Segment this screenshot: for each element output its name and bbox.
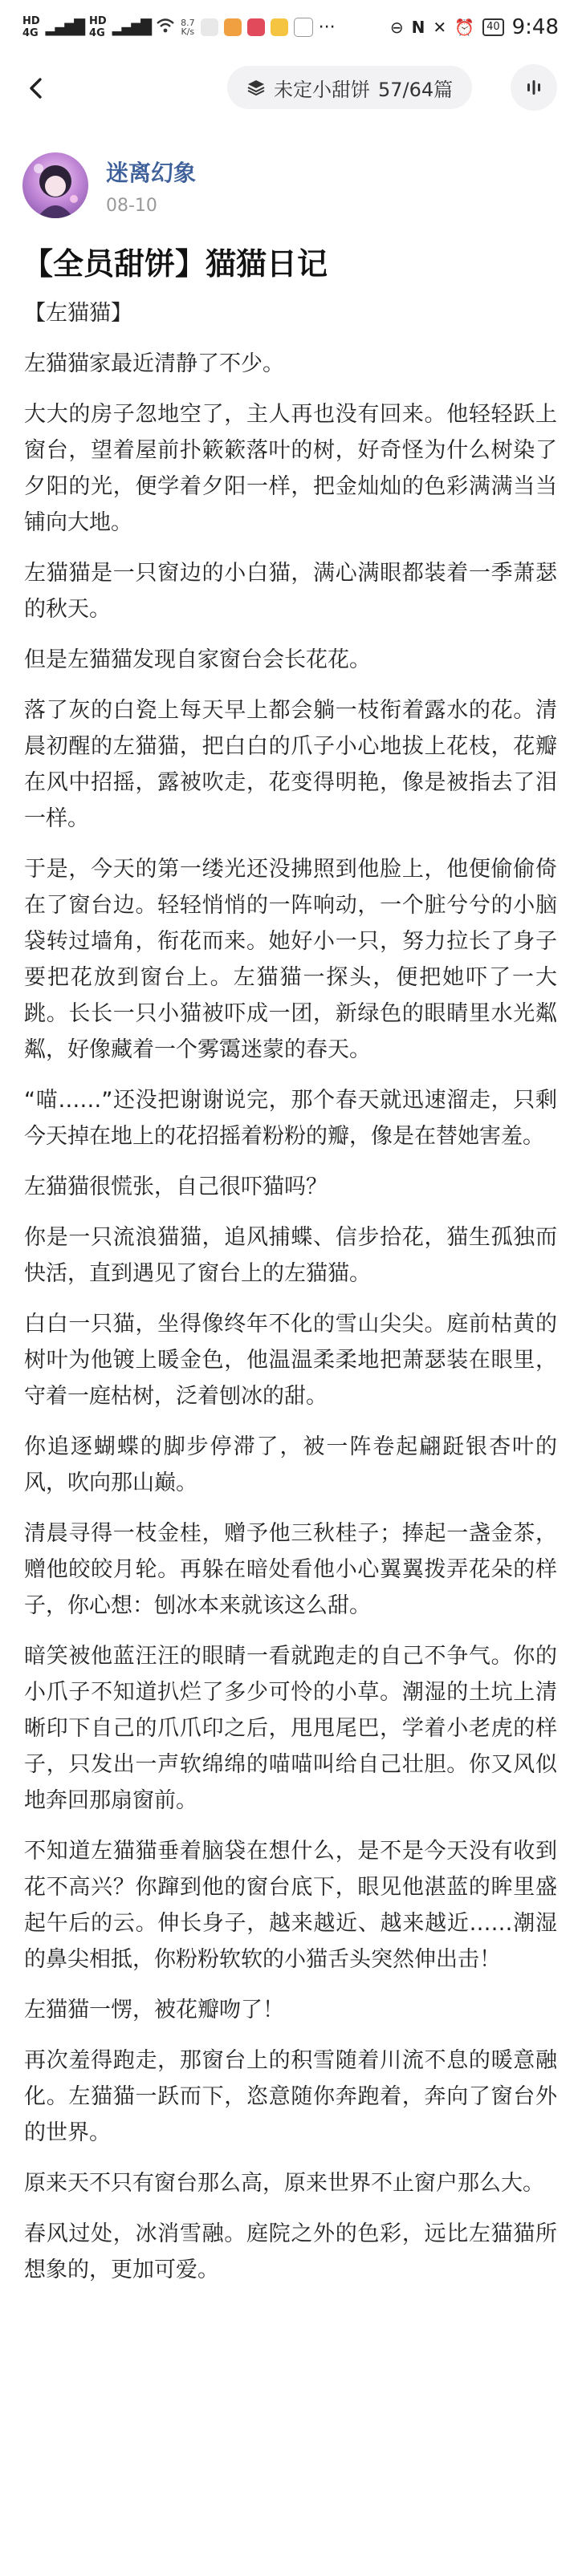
back-button[interactable] xyxy=(16,68,56,108)
article-paragraph: 你追逐蝴蝶的脚步停滞了，被一阵卷起翩跹银杏叶的风，吹向那山巅。 xyxy=(24,1434,557,1495)
more-dots-icon: ··· xyxy=(318,17,336,38)
avatar-illustration xyxy=(22,152,88,218)
chevron-left-icon xyxy=(25,77,47,99)
vertical-bars-icon xyxy=(524,78,543,97)
post-title: 【全员甜饼】猫猫日记 xyxy=(22,246,328,282)
article-paragraph: 但是左猫猫发现自家窗台会长花花。 xyxy=(24,647,371,672)
author-section xyxy=(22,152,196,218)
layers-icon xyxy=(246,78,266,97)
status-left xyxy=(22,15,336,39)
battery-icon: 40 xyxy=(482,18,504,36)
app-notification-icon-4 xyxy=(271,18,288,36)
signal-icon: HD 4G xyxy=(22,15,40,39)
article-body xyxy=(24,295,557,2302)
app-notification-icon-1 xyxy=(201,18,218,36)
article-paragraph: 左猫猫很慌张，自己很吓猫吗？ xyxy=(24,1174,328,1199)
nfc-icon: N xyxy=(411,18,425,37)
article-paragraph: 大大的房子忽地空了，主人再也没有回来。他轻轻跃上窗台，望着屋前扑簌簌落叶的树，好奇怪为什么树染了夕阳的光，便学着夕阳一样，把金灿灿的色彩满满当当铺向大地。 xyxy=(24,402,557,535)
nav-bar xyxy=(0,56,578,120)
article-paragraph: 不知道左猫猫垂着脑袋在想什么，是不是今天没有收到花不高兴？你蹿到他的窗台底下，眼见他湛蓝的眸里盛起午后的云。伸长身子，越来越近、越来越近……潮湿的鼻尖相抵，你粉粉软软的小猫舌头突然伸出击！ xyxy=(24,1839,557,1972)
article-paragraph: 暗笑被他蓝汪汪的眼睛一看就跑走的自己不争气。你的小爪子不知道扒烂了多少可怜的小草。潮湿的土坑上清晰印下自己的爪爪印之后，甩甩尾巴，学着小老虎的样子，只发出一声软绵绵的喵喵叫给自己壮胆。你又风似地奔回那扇窗前。 xyxy=(24,1644,557,1813)
status-right xyxy=(390,15,559,39)
signal-bars-icon: ▂▄▆█ xyxy=(45,18,84,36)
no-disturb-icon: ⊖ xyxy=(389,18,404,37)
status-bar xyxy=(0,0,578,55)
collection-pill[interactable] xyxy=(227,66,472,109)
article-paragraph: 于是，今天的第一缕光还没拂照到他脸上，他便偷偷倚在了窗台边。轻轻悄悄的一阵响动，一个脏兮兮的小脑袋转过墙角，衔花而来。她好小一只，努力拉长了身子要把花放到窗台上。左猫猫一探头，便把她吓了一大跳。长长一只小猫被吓成一团，新绿色的眼睛里水光粼粼，好像藏着一个雾霭迷蒙的春天。 xyxy=(24,857,557,1062)
article-paragraph: 再次羞得跑走，那窗台上的积雪随着川流不息的暖意融化。左猫猫一跃而下，恣意随你奔跑着，奔向了窗台外的世界。 xyxy=(24,2048,557,2145)
author-meta xyxy=(106,156,196,216)
mute-icon: ✕ xyxy=(433,18,447,37)
article-paragraph: 落了灰的白瓷上每天早上都会躺一枝衔着露水的花。清晨初醒的左猫猫，把白白的爪子小心地拔上花枝，花瓣在风中招摇，露被吹走，花变得明艳，像是被指去了泪一样。 xyxy=(24,698,557,831)
collection-label: 未定小甜饼 xyxy=(274,78,370,101)
article-paragraph: 左猫猫是一只窗边的小白猫，满心满眼都装着一季萧瑟的秋天。 xyxy=(24,561,557,622)
article-paragraph: 春风过处，冰消雪融。庭院之外的色彩，远比左猫猫所想象的，更加可爱。 xyxy=(24,2221,557,2282)
article-paragraph: 【左猫猫】 xyxy=(24,301,132,326)
article-paragraph: 白白一只猫，坐得像终年不化的雪山尖尖。庭前枯黄的树叶为他镀上暖金色，他温温柔柔地把萧瑟装在眼里，守着一庭枯树，泛着刨冰的甜。 xyxy=(24,1312,557,1409)
app-notification-icon-2 xyxy=(224,18,242,36)
article-paragraph: 清晨寻得一枝金桂，赠予他三秋桂子；捧起一盏金茶，赠他皎皎月轮。再躲在暗处看他小心翼翼拨弄花朵的样子，你心想：刨冰本来就该这么甜。 xyxy=(24,1521,557,1618)
collection-progress: 57/64篇 xyxy=(378,78,454,101)
net-speed: 8.7 K/s xyxy=(181,18,195,37)
alarm-icon: ⏰ xyxy=(454,18,475,37)
article-paragraph: 原来天不只有窗台那么高，原来世界不止窗户那么大。 xyxy=(24,2171,544,2196)
app-notification-icon-3 xyxy=(247,18,265,36)
status-time: 9:48 xyxy=(511,15,559,39)
article-paragraph: 左猫猫家最近清静了不少。 xyxy=(24,351,284,376)
wifi-icon xyxy=(156,18,175,38)
article-paragraph: 你是一只流浪猫猫，追风捕蝶、信步拾花，猫生孤独而快活，直到遇见了窗台上的左猫猫。 xyxy=(24,1225,557,1286)
app-notification-icon-5 xyxy=(294,18,313,37)
avatar[interactable] xyxy=(22,152,88,218)
article-paragraph: “喵……”还没把谢谢说完，那个春天就迅速溜走，只剩今天掉在地上的花招摇着粉粉的瓣，像是在替她害羞。 xyxy=(24,1088,557,1149)
signal-bars-icon-2: ▂▄▆█ xyxy=(112,18,151,36)
post-date: 08-10 xyxy=(106,195,157,216)
menu-button[interactable] xyxy=(511,64,557,111)
signal-icon-2: HD 4G xyxy=(89,15,107,39)
article-paragraph: 左猫猫一愣，被花瓣吻了！ xyxy=(24,1998,284,2022)
author-name[interactable]: 迷离幻象 xyxy=(106,159,197,186)
